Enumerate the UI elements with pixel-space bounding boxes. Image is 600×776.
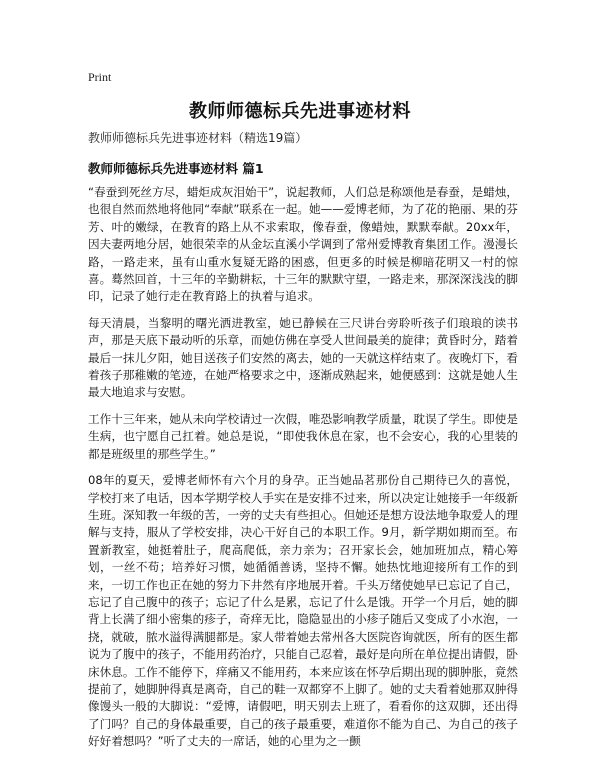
print-label[interactable]: Print bbox=[88, 70, 112, 84]
paragraph-2: 每天清晨，当黎明的曙光洒进教室，她已静候在三尺讲台旁聆听孩子们琅琅的读书声，那是天底下最动听的乐章，而她仿佛在享受人世间最美的旋律；黄昏时分，踏着最后一抹儿夕阳，她目送孩子们安然的离去，她的一天就这样结束了。夜晚灯下，看着孩子那稚嫩的笔迹，在她严格要求之中，逐渐成熟起来，她便感到：这就是她人生最大地追求与安慰。 bbox=[88, 315, 518, 400]
paragraph-4: 08年的夏天，爱博老师怀有六个月的身孕。正当她品茗那份自己期待已久的喜悦，学校打来了电话，因本学期学校人手实在是安排不过来，所以决定让她接手一年级新生班。深知教一年级的苦，一旁的丈夫有些担心。但她还是想方设法地争取爱人的理解与支持，服从了学校安排，决心干好自己的本职工作。9月，新学期如期而至。布置新教室，她挺着肚子，爬高爬低，亲力亲为；召开家长会，她加班加点，精心筹划，一丝不苟；培养好习惯，她循循善诱，坚持不懈。她热忱地迎接所有工作的到来，一切工作也正在她的努力下井然有序地展开着。千头万绪使她早已忘记了自己，忘记了自己腹中的孩子；忘记了什么是累，忘记了什么是饿。开学一个月后，她的脚背上长满了细小密集的疹子，奇痒无比，隐隐显出的小疹子随后又变成了小水泡，一挠，就破，脓水溢得满腿都是。家人带着她去常州各大医院咨询就医，所有的医生都说为了腹中的孩子，不能用药治疗，只能自己忍着，最好是向所在单位提出请假，卧床休息。工作不能停下，痒痛又不能用药，本来应该在怀孕后期出现的脚肿胀，竟然提前了，她脚肿得真是离奇，自己的鞋一双都穿不上脚了。她的丈夫看着她那双肿得像馒头一般的大脚说：“爱博，请假吧，明天别去上班了，看看你的这双脚，还出得了门吗？自己的身体最重要，自己的孩子最重要，难道你不能为自己、为自己的孩子好好着想吗？”听了丈夫的一席话，她的心里为之一颤 bbox=[88, 473, 518, 749]
section-heading: 教师师德标兵先进事迹材料 篇1 bbox=[88, 161, 264, 176]
document-subtitle: 教师师德标兵先进事迹材料（精选19篇） bbox=[88, 131, 308, 145]
paragraph-3: 工作十三年来，她从未向学校请过一次假，唯恐影响教学质量，耽误了学生。即使是生病，也宁愿自己扛着。她总是说，“即使我休息在家，也不会安心，我的心里装的都是班级里的那些学生。” bbox=[88, 411, 518, 461]
paragraph-1: “春蚕到死丝方尽，蜡炬成灰泪始干”，说起教师，人们总是称颂他是春蚕，是蜡烛，也很自然而然地将他同“奉献”联系在一起。她——爱博老师，为了花的艳丽、果的芬芳、叶的嫩绿，在教育的路上从不求索取，像春蚕，像蜡烛，默默奉献。20xx年，因夫妻两地分居，她很荣幸的从金坛直溪小学调到了常州爱博教育集团工作。漫漫长路，一路走来，虽有山重水复疑无路的困惑，但更多的时候是柳暗花明又一村的惊喜。蓦然回首，十三年的辛勤耕耘，十三年的默默守望，一路走来，那深深浅浅的脚印，记录了她行走在教育路上的执着与追求。 bbox=[88, 185, 518, 304]
document-title: 教师师德标兵先进事迹材料 bbox=[189, 101, 411, 122]
article-body bbox=[88, 184, 518, 760]
